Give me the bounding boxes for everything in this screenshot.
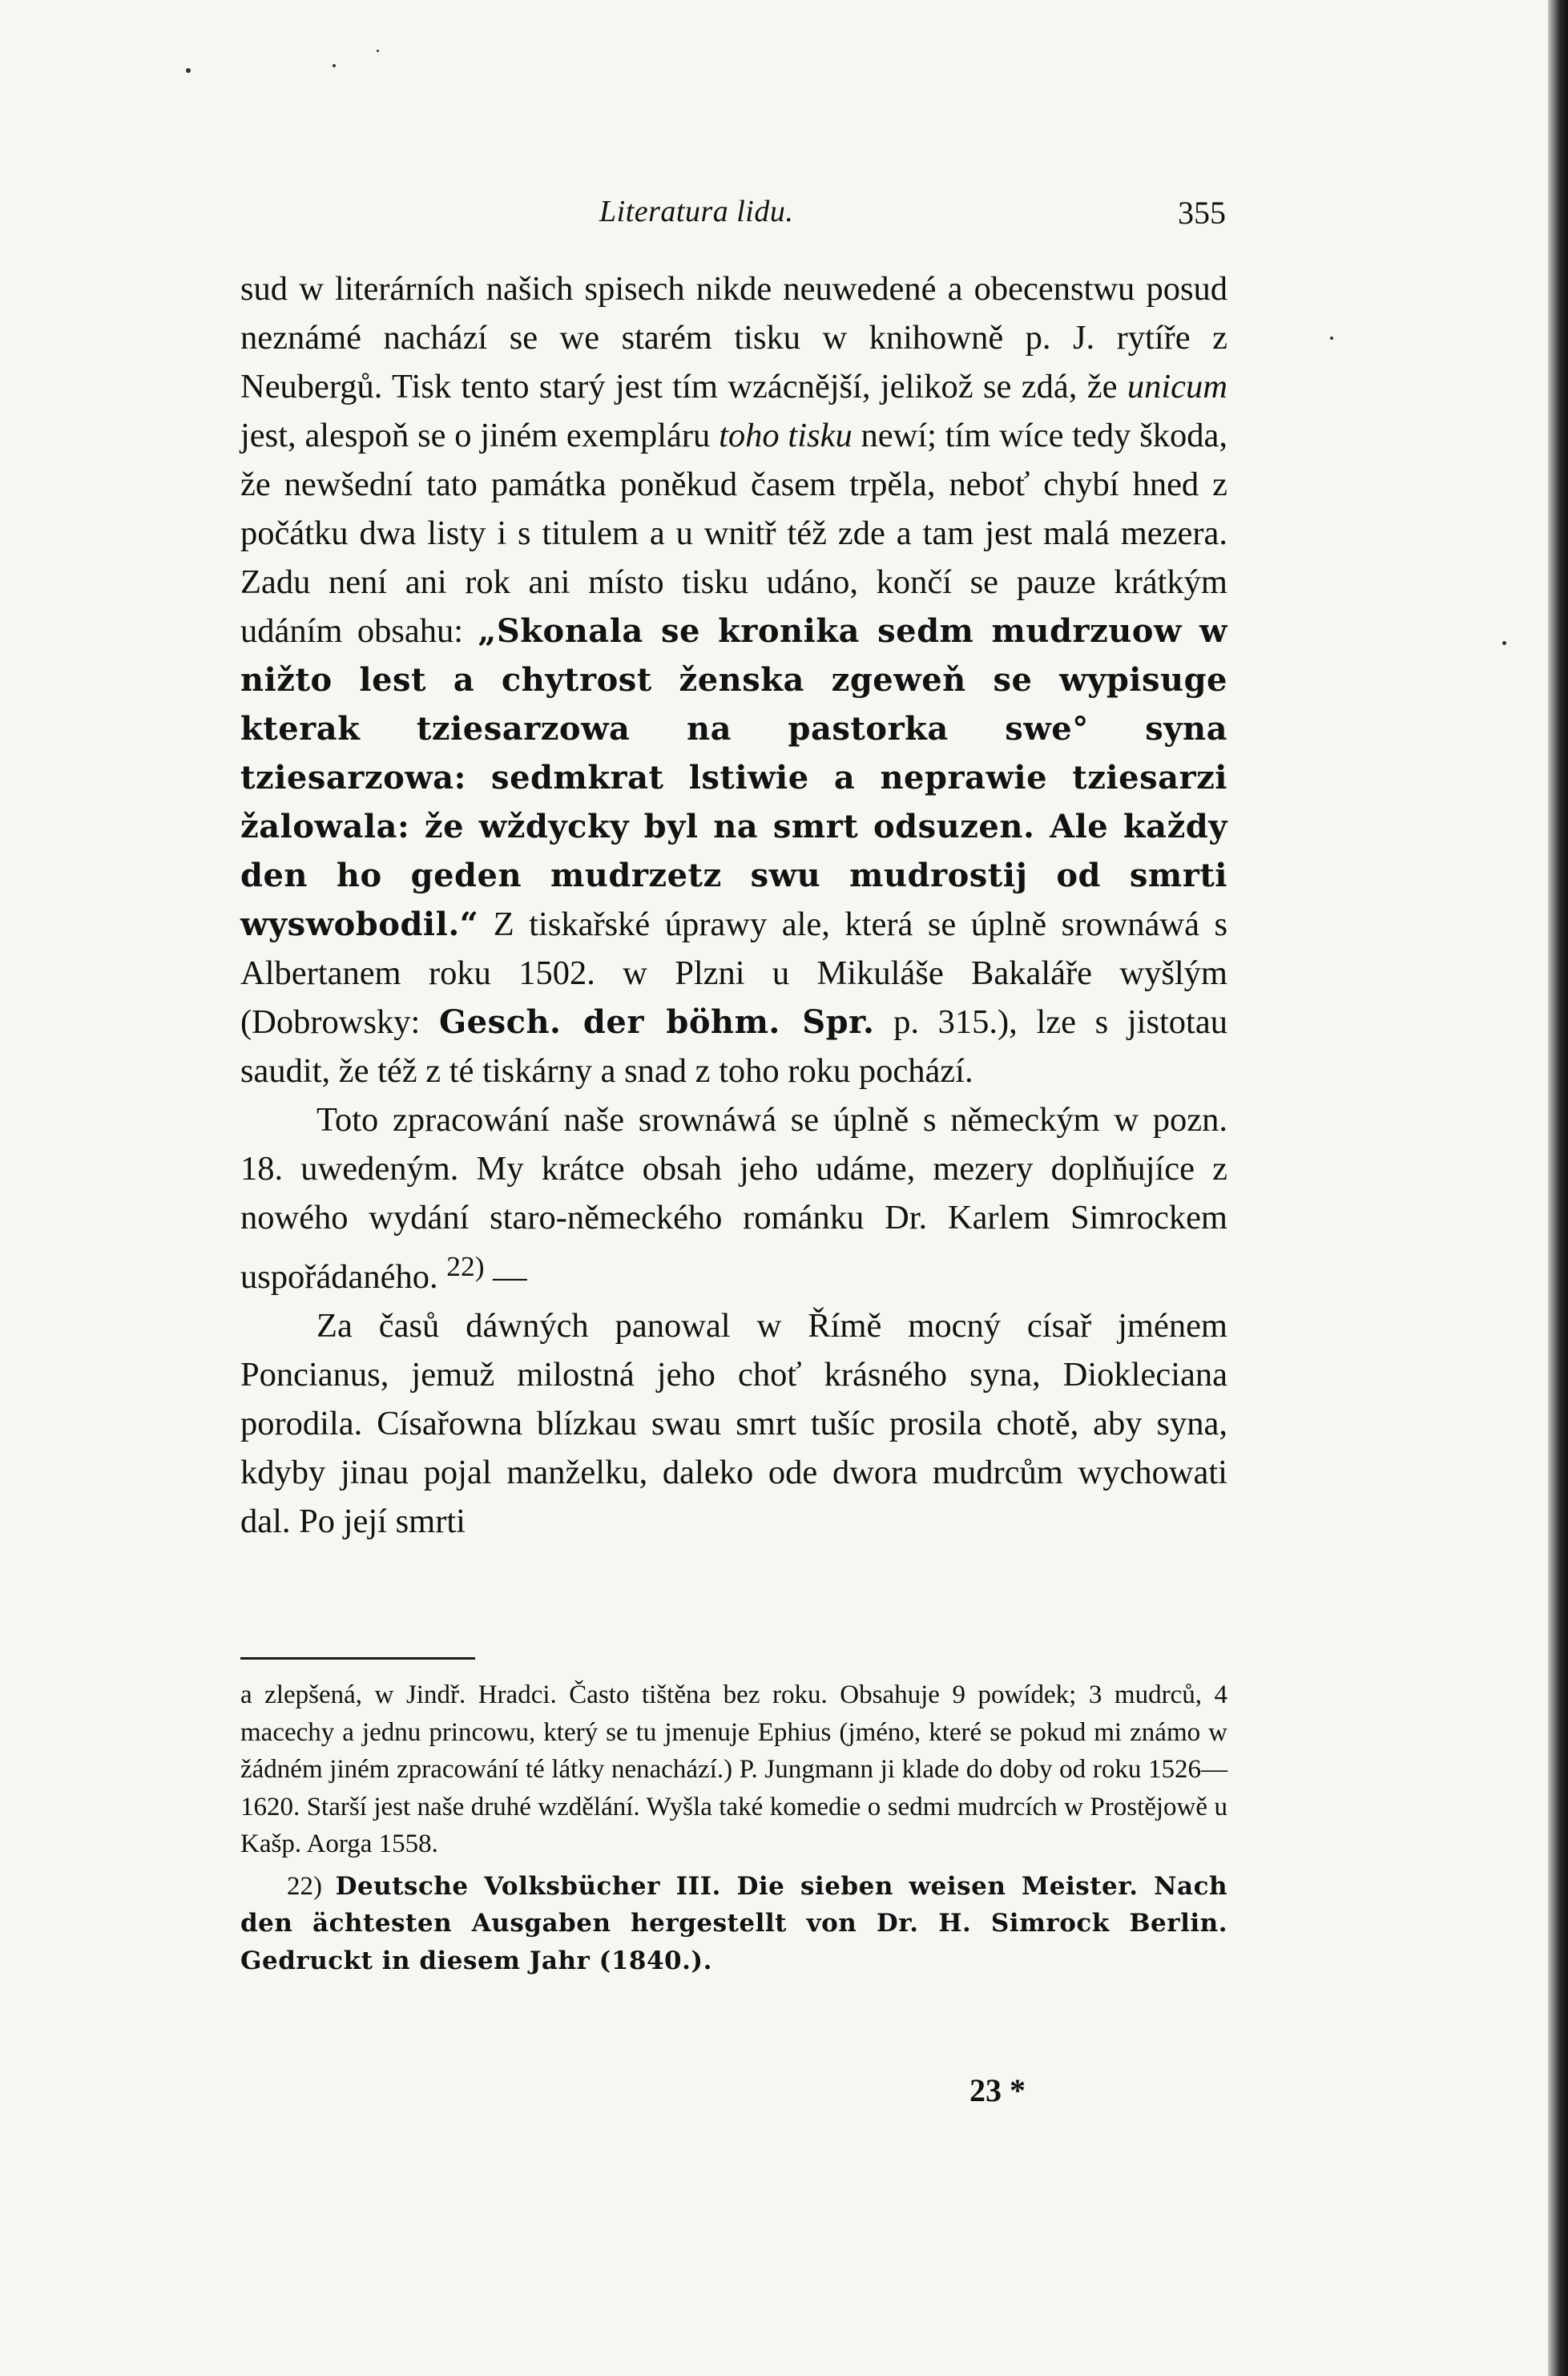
signature-mark: 23 * [969, 2072, 1026, 2108]
footnote-22-number: 22) [287, 1871, 336, 1901]
print-speck [377, 50, 379, 52]
text-run: — [484, 1258, 527, 1297]
running-title: Literatura lidu. [599, 195, 794, 228]
text-run: Z tiskařské úprawy ale, která se úplně srownáwá s Albertanem roku 1502. w Plzni u Mikuláše Bakaláře wyšlým (Dobrowsky: [240, 906, 1227, 1041]
text-run: newí; tím wíce tedy škoda, že newšední tato památka poněkud časem trpěla, neboť chybí hned z počátku dwa listy i s titulem a u wnitř též zde a tam jest malá mezera. Zadu není ani rok ani místo tisku udáno, končí se pauze krátkým udáním obsahu: [240, 417, 1227, 650]
italic-unicum: unicum [1127, 368, 1227, 405]
footnote-22-text: Deutsche Volksbücher III. Die sieben weisen Meister. Nach den ächtesten Ausgaben hergestellt von Dr. H. Simrock Berlin. Gedruckt in diesem Jahr (1840.). [240, 1871, 1227, 1975]
print-speck [1330, 337, 1333, 340]
footnotes [240, 1676, 1227, 1979]
print-speck [186, 68, 191, 73]
print-speck [1502, 641, 1506, 645]
paragraph-1 [240, 264, 1227, 1095]
footnote-continuation: a zlepšená, w Jindř. Hradci. Často tištěna bez roku. Obsahuje 9 powídek; 3 mudrců, 4 macechy a jednu princowu, který se tu jmenuje Ephius (jméno, které se pokud mi známo w žádném jiném zpracowání té látky nenachází.) P. Jungmann ji klade do doby od roku 1526—1620. Starší jest naše druhé wzdělání. Wyšla také komedie o sedmi mudrcích w Prostějowě u Kašp. Aorga 1558. [240, 1680, 1227, 1858]
footnote-rule [240, 1657, 475, 1660]
blackletter-citation: Gesch. der böhm. Spr. [438, 1003, 875, 1041]
paragraph-3: Za časů dáwných panowal w Římě mocný císař jménem Poncianus, jemuž milostná jeho choť krásného syna, Diokleciana porodila. Císařowna blízkau swau smrt tušíc prosila chotě, aby syna, kdyby jinau pojal manželku, daleko ode dwora mudrcům wychowati dal. Po její smrti [240, 1307, 1227, 1541]
blackletter-quote: „Skonala se kronika sedm mudrzuow w nižto lest a chytrost ženska zgeweň se wypisuge kterak tziesarzowa na pastorka swe° syna tziesarzowa: sedmkrat lstiwie a neprawie tziesarzi žalowala: že wždycky byl na smrt odsuzen. Ale každy den ho geden mudrzetz swu mudrostij od smrti wyswobodil.“ [240, 612, 1227, 943]
text-run: jest, alespoň se o jiném exempláru [240, 417, 720, 454]
main-text [240, 264, 1227, 1546]
footnote-22 [240, 1868, 1227, 1980]
page-header [240, 194, 1226, 242]
footnote-ref-22: 22) [446, 1250, 485, 1282]
text-run: p. 315.), lze s jistotau saudit, že též z té tiskárny a snad z toho roku pochází. [240, 1003, 1227, 1090]
page-number: 355 [1178, 195, 1226, 231]
print-speck [333, 64, 336, 67]
page-edge-shadow [1548, 0, 1568, 2376]
text-run: sud w literárních našich spisech nikde neuwedené a obecenstwu posud neznámé nachází se we starém tisku w knihowně p. J. rytíře z Neubergů. Tisk tento starý jest tím wzácnější, jelikož se zdá, že [240, 270, 1227, 405]
italic-toho-tisku: toho tisku [719, 417, 853, 454]
text-run: Toto zpracowání naše srownáwá se úplně s německým w pozn. 18. uwedeným. My krátce obsah jeho udáme, mezery doplňujíce z nowého wydání staro-německého románku Dr. Karlem Simrockem uspořádaného. [240, 1101, 1227, 1297]
paragraph-2 [240, 1095, 1227, 1301]
